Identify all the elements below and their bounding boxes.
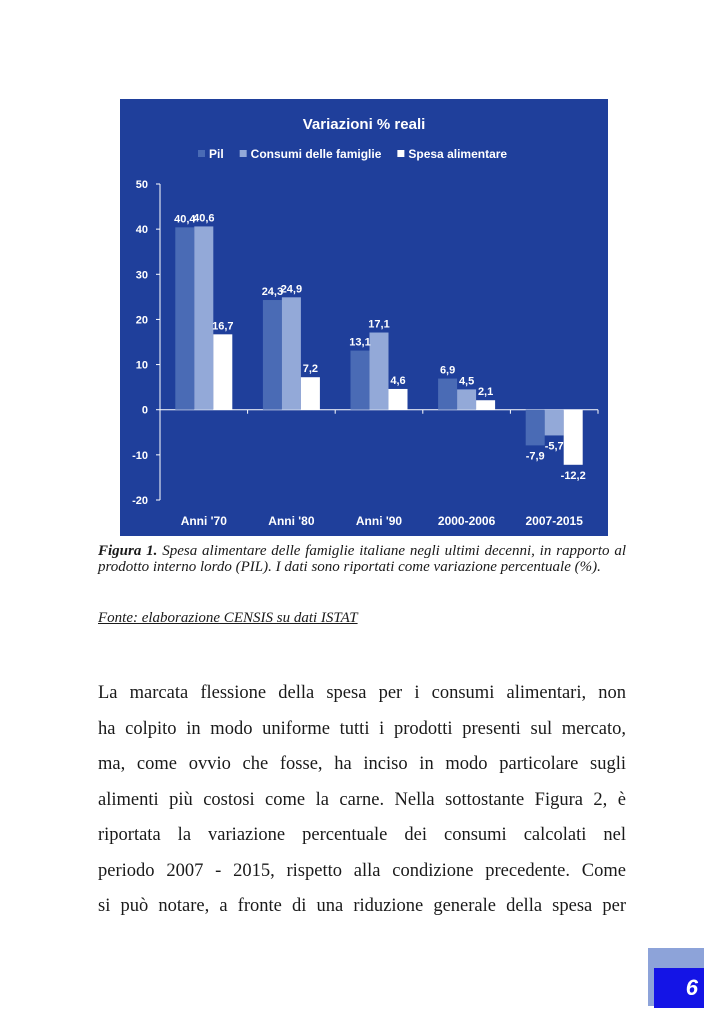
chart-legend bbox=[198, 147, 507, 161]
body-line: periodo 2007 - 2015, rispetto alla condizione precedente. Come bbox=[98, 860, 626, 881]
x-tick-label: Anni '70 bbox=[180, 514, 227, 528]
y-tick-label: 40 bbox=[135, 224, 148, 237]
data-label: 7,2 bbox=[302, 363, 319, 376]
body-paragraph bbox=[98, 676, 626, 925]
bar bbox=[389, 389, 408, 410]
bar bbox=[526, 410, 545, 446]
bar bbox=[301, 377, 320, 410]
bar bbox=[457, 389, 476, 409]
chart-figure bbox=[120, 99, 608, 536]
data-label: -12,2 bbox=[560, 469, 586, 482]
y-tick-label: 10 bbox=[135, 359, 148, 372]
y-tick-label: 50 bbox=[135, 179, 148, 191]
body-line: si può notare, a fronte di una riduzione generale della spesa per bbox=[98, 896, 626, 916]
x-tick-label: 2007-2015 bbox=[525, 514, 583, 528]
data-label: 17,1 bbox=[368, 318, 390, 331]
data-label: 4,6 bbox=[390, 374, 406, 387]
data-label: -7,9 bbox=[525, 450, 545, 463]
bar bbox=[263, 300, 282, 410]
legend-label: Consumi delle famiglie bbox=[250, 147, 382, 161]
x-tick-label: 2000-2006 bbox=[437, 514, 496, 528]
chart-bars bbox=[175, 226, 582, 464]
bar bbox=[476, 400, 495, 409]
body-line: ha colpito in modo uniforme tutti i prodotti presenti sul mercato, bbox=[98, 718, 626, 739]
legend-swatch bbox=[397, 150, 404, 157]
data-label: 4,5 bbox=[458, 375, 475, 388]
bar bbox=[370, 333, 389, 410]
y-tick-label: 0 bbox=[141, 404, 148, 417]
y-tick-label: -20 bbox=[132, 495, 148, 507]
data-label: 6,9 bbox=[439, 364, 456, 377]
x-tick-label: Anni '80 bbox=[268, 514, 315, 528]
figure-source: Fonte: elaborazione CENSIS su dati ISTAT bbox=[98, 610, 358, 626]
bar bbox=[545, 410, 564, 436]
data-label: -5,7 bbox=[544, 440, 564, 453]
body-line: riportata la variazione percentuale dei consumi calcolati nel bbox=[98, 825, 626, 845]
page-number: 6 bbox=[685, 975, 698, 1000]
legend-label: Spesa alimentare bbox=[408, 147, 508, 161]
y-tick-label: -10 bbox=[132, 449, 148, 462]
caption-label: Figura 1. bbox=[98, 543, 158, 559]
data-label: 16,7 bbox=[212, 320, 234, 333]
data-label: 13,1 bbox=[349, 336, 371, 349]
caption-text: Spesa alimentare delle famiglie italiane negli ultimi decenni, in rapporto al prodotto interno lordo (PIL). I dati sono riportati come variazione percentuale (%). bbox=[98, 543, 626, 575]
data-label: 2,1 bbox=[477, 386, 494, 399]
body-line: ma, come ovvio che fosse, ha inciso in modo particolare sugli bbox=[98, 754, 626, 774]
bar bbox=[351, 351, 370, 410]
bar bbox=[175, 227, 194, 409]
bar bbox=[213, 334, 232, 409]
bar-chart bbox=[120, 99, 608, 536]
data-label: 24,9 bbox=[280, 283, 303, 296]
bar bbox=[564, 410, 583, 465]
data-label: 40,6 bbox=[193, 212, 215, 225]
x-tick-label: Anni '90 bbox=[355, 514, 403, 528]
body-line: La marcata flessione della spesa per i consumi alimentari, non bbox=[98, 683, 626, 703]
bar bbox=[282, 297, 301, 409]
legend-swatch bbox=[198, 150, 205, 157]
chart-title: Variazioni % reali bbox=[302, 116, 426, 133]
y-tick-label: 30 bbox=[135, 269, 148, 282]
body-line: alimenti più costosi come la carne. Nella sottostante Figura 2, è bbox=[98, 789, 626, 810]
data-label: 24,3 bbox=[261, 286, 284, 299]
y-tick-label: 20 bbox=[135, 314, 148, 327]
data-label: 40,4 bbox=[174, 213, 196, 226]
legend-label: Pil bbox=[209, 147, 224, 161]
bar bbox=[194, 226, 213, 409]
bar bbox=[438, 379, 457, 410]
legend-swatch bbox=[240, 150, 247, 157]
figure-caption bbox=[98, 543, 626, 575]
